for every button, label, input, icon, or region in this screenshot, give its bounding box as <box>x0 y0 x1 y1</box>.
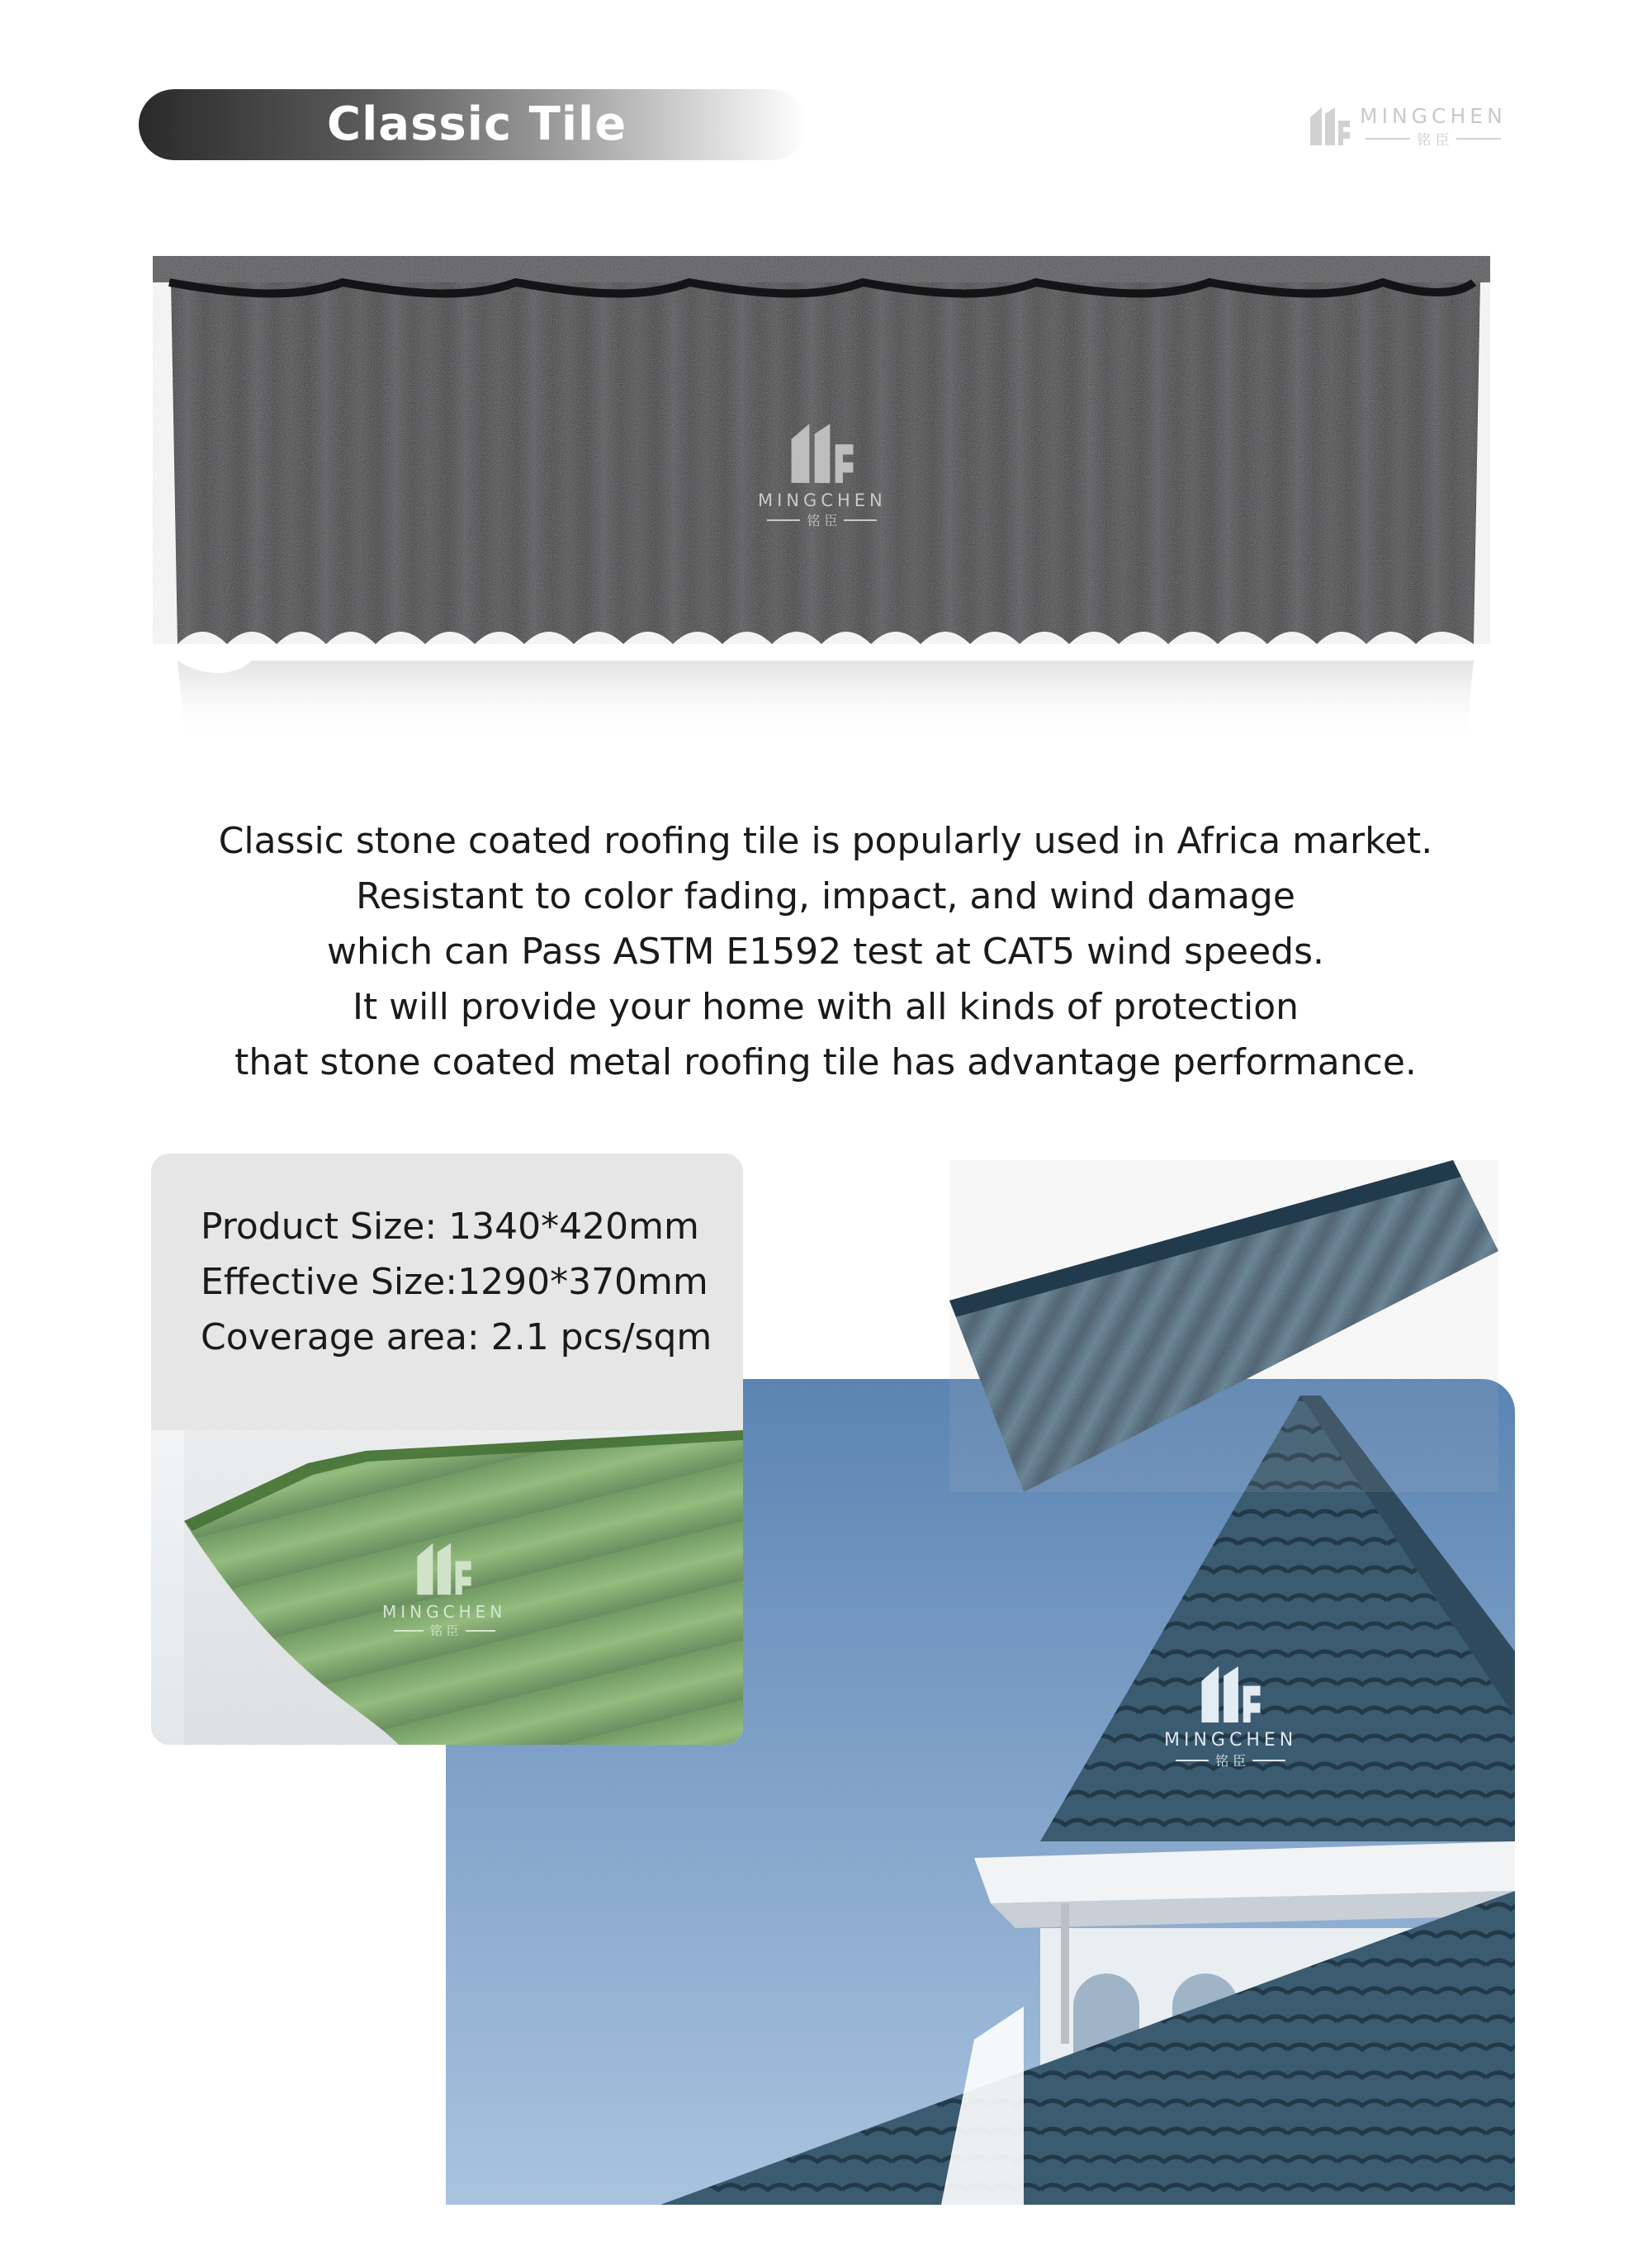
watermark-logo <box>1164 1664 1297 1770</box>
divider <box>394 1630 424 1632</box>
divider <box>844 519 877 521</box>
brand-name: MINGCHEN <box>758 490 887 510</box>
spec-effective-size: Effective Size:1290*370mm <box>201 1261 708 1303</box>
description-line: that stone coated metal roofing tile has advantage performance. <box>234 1041 1417 1083</box>
divider <box>1456 138 1501 140</box>
brand-mark-icon <box>1199 1664 1263 1725</box>
brand-name: MINGCHEN <box>1164 1730 1298 1751</box>
description-line: Classic stone coated roofing tile is popularly used in Africa market. <box>218 820 1433 862</box>
divider <box>1176 1760 1209 1761</box>
brand-name-cn: 铭 臣 <box>807 513 838 528</box>
divider <box>1252 1760 1285 1761</box>
brand-mark-icon <box>414 1541 474 1597</box>
product-description <box>165 813 1486 1090</box>
brand-logo <box>1309 104 1507 149</box>
description-line: which can Pass ASTM E1592 test at CAT5 wind speeds. <box>327 931 1324 973</box>
brand-name: MINGCHEN <box>1360 104 1507 128</box>
description-line: It will provide your home with all kinds of protection <box>352 986 1299 1028</box>
divider <box>466 1630 495 1632</box>
divider <box>1366 138 1410 140</box>
watermark-logo <box>382 1541 506 1639</box>
brand-name-cn-row <box>1176 1751 1285 1770</box>
blue-tile-image <box>949 1152 1511 1499</box>
watermark-logo <box>758 421 887 529</box>
brand-mark-icon <box>788 421 856 486</box>
spec-coverage-area: Coverage area: 2.1 pcs/sqm <box>201 1316 712 1358</box>
brand-name-cn: 铭 臣 <box>1215 1753 1247 1769</box>
spec-list <box>201 1199 712 1365</box>
description-line: Resistant to color fading, impact, and wind damage <box>356 875 1295 917</box>
brand-name-cn-row <box>1366 128 1500 149</box>
brand-mark-icon <box>1309 106 1351 147</box>
brand-name-cn: 铭 臣 <box>1417 132 1450 149</box>
spec-product-size: Product Size: 1340*420mm <box>201 1206 699 1248</box>
page-title: Classic Tile <box>327 97 627 151</box>
title-banner <box>139 89 807 160</box>
divider <box>767 519 800 521</box>
brand-name-cn: 铭 臣 <box>429 1623 459 1638</box>
spec-card <box>151 1154 743 1745</box>
brand-name: MINGCHEN <box>382 1602 507 1622</box>
brand-name-cn-row <box>394 1622 495 1639</box>
brand-name-cn-row <box>767 510 877 529</box>
